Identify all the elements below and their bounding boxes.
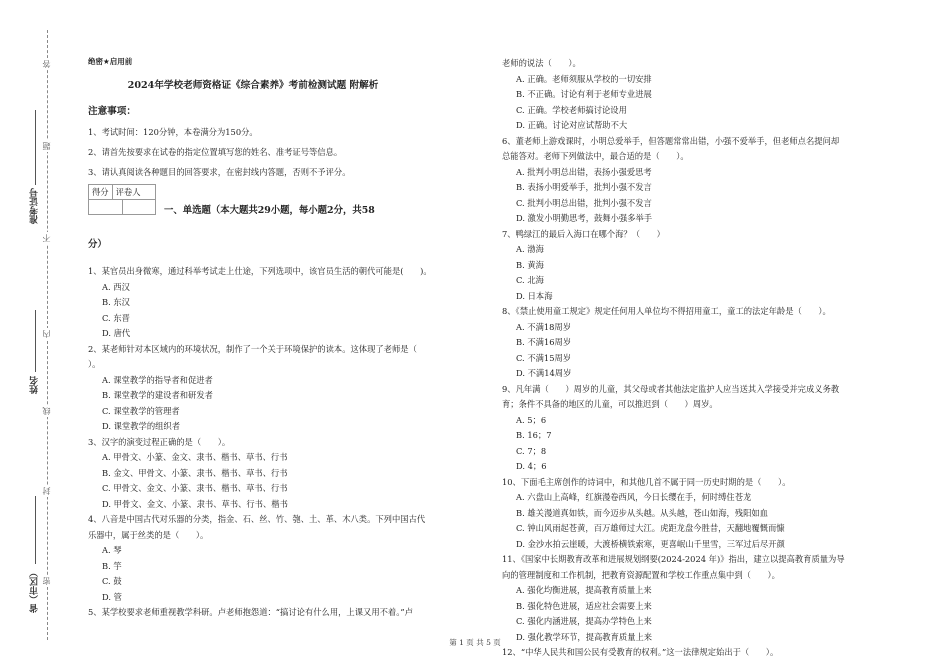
answer-option: B. 强化特色进展，适应社会需要上来 bbox=[516, 600, 652, 611]
answer-option: D. 不满14周岁 bbox=[516, 368, 572, 378]
question bbox=[88, 264, 488, 342]
region-line bbox=[35, 496, 36, 564]
answer-option: B. 不满16周岁 bbox=[516, 337, 572, 347]
exam-title: 2024年学校老师资格证《综合素养》考前检测试题 附解析 bbox=[127, 80, 379, 91]
question-text: 1、某官员出身微寒，通过科举考试走上仕途，下列选项中，该官员生活的朝代可能是( )。 bbox=[88, 266, 432, 276]
question bbox=[88, 342, 488, 435]
notice-heading: 注意事项： bbox=[88, 106, 136, 117]
question-text: 总能答对。老师下列做法中，最合适的是（ ）。 bbox=[502, 151, 689, 161]
answer-option: C. 钟山风雨起苍黄，百万雄师过大江。虎距龙盘今胜昔，天翻地覆慨而慷 bbox=[516, 523, 785, 533]
binding-margin bbox=[0, 0, 80, 671]
question-text: ）。 bbox=[88, 359, 101, 369]
answer-option: C. 强化内涵进展，提高办学特色上来 bbox=[516, 616, 652, 626]
exam-number-label: 准考证号 bbox=[30, 188, 40, 224]
answer-option: C. 东晋 bbox=[102, 312, 130, 323]
question bbox=[88, 435, 488, 513]
answer-option: C. 批判小明总出错，批判小强不发言 bbox=[516, 197, 652, 208]
answer-option: D. 管 bbox=[102, 591, 122, 602]
answer-option: D. 金沙水拍云崖暖，大渡桥横铁索寒，更喜岷山千里雪，三军过后尽开颜 bbox=[516, 538, 785, 549]
question-text: 8、《禁止使用童工规定》规定任何用人单位均不得招用童工，童工的法定年龄是（ ）。 bbox=[502, 306, 831, 316]
question bbox=[88, 605, 488, 621]
answer-option: A. 批判小明总出错，表扬小强爱思考 bbox=[516, 166, 652, 177]
right-column bbox=[502, 56, 922, 661]
question-text: 3、汉字的演变过程正确的是（ ）。 bbox=[88, 436, 231, 447]
answer-option: C. 7；8 bbox=[516, 445, 547, 456]
answer-option: B. 竽 bbox=[102, 560, 122, 571]
answer-option: B. 雄关漫道真如铁，而今迈步从头越。从头越，苍山如海，残阳如血 bbox=[516, 507, 768, 518]
seal-word: 线 bbox=[42, 407, 51, 415]
question bbox=[502, 227, 922, 305]
answer-option: D. 4；6 bbox=[516, 461, 547, 471]
seal-word: 内 bbox=[42, 330, 51, 338]
confidential-mark: 绝密★启用前 bbox=[88, 57, 133, 66]
notice-item: 1、考试时间：120分钟，本卷满分为150分。 bbox=[88, 127, 258, 137]
question bbox=[502, 134, 922, 227]
answer-option: D. 强化教学环节，提高教育质量上来 bbox=[516, 631, 653, 642]
seal-word: 封 bbox=[42, 487, 51, 495]
question bbox=[502, 56, 922, 134]
question bbox=[88, 512, 488, 605]
seal-word: 题 bbox=[42, 142, 51, 150]
left-column bbox=[88, 56, 488, 621]
question-text: 老师的说法（ ）。 bbox=[502, 58, 581, 68]
question-text: 向的管理制度和工作机制，把教育资源配置和学校工作重点集中到（ ）。 bbox=[502, 569, 780, 580]
answer-option: A. 课堂教学的指导者和促进者 bbox=[102, 374, 213, 385]
answer-option: A. 甲骨文、小篆、金文、隶书、楷书、草书、行书 bbox=[102, 452, 288, 462]
section-title: 一、单选题（本大题共29小题，每小题2分，共58 bbox=[164, 205, 375, 216]
name-label: 姓名 bbox=[30, 376, 40, 394]
answer-option: D. 激发小明勤思考，鼓舞小强多举手 bbox=[516, 213, 653, 223]
answer-option: B. 黄海 bbox=[516, 259, 544, 270]
page-footer: 第 1 页 共 5 页 bbox=[449, 638, 501, 647]
question-list bbox=[88, 264, 488, 621]
notice-item: 2、请首先按要求在试卷的指定位置填写您的姓名、准考证号等信息。 bbox=[88, 147, 343, 157]
answer-option: C. 课堂教学的管理者 bbox=[102, 405, 180, 416]
answer-option: D. 日本海 bbox=[516, 290, 553, 301]
answer-option: A. 强化均衡进展，提高教育质量上来 bbox=[516, 585, 652, 595]
question-text: 9、凡年满（ ）周岁的儿童，其父母或者其他法定监护人应当送其入学接受并完成义务教 bbox=[502, 383, 840, 394]
question-text: 11、《国家中长期教育改革和进展规划纲要(2024-2024 年)》指出，建立以提高教育质量为导 bbox=[502, 554, 845, 564]
answer-option: A. 不满18周岁 bbox=[516, 321, 572, 332]
answer-option: B. 不正确。讨论有利于老师专业进展 bbox=[516, 89, 652, 99]
section-header bbox=[88, 182, 488, 216]
answer-option: B. 表扬小明爱举手，批判小强不发言 bbox=[516, 182, 652, 192]
answer-option: C. 不满15周岁 bbox=[516, 352, 572, 363]
question-text: 乐器中，属于丝类的是（ ）。 bbox=[88, 529, 209, 540]
region-label: 省（市区） bbox=[30, 568, 40, 613]
question bbox=[502, 304, 922, 382]
exam-number-line bbox=[35, 110, 36, 185]
answer-option: B. 课堂教学的建设者和研发者 bbox=[102, 390, 213, 400]
question bbox=[502, 382, 922, 475]
question-text: 10、下面毛主席创作的诗词中，和其他几首不属于同一历史时期的是（ ）。 bbox=[502, 476, 791, 487]
question-text: 7、鸭绿江的最后入海口在哪个海？（ ） bbox=[502, 228, 665, 239]
answer-option: D. 唐代 bbox=[102, 328, 131, 338]
answer-option: D. 课堂教学的组织者 bbox=[102, 421, 181, 431]
question-list bbox=[502, 56, 922, 661]
question-text: 4、八音是中国古代对乐器的分类，指金、石、丝、竹、匏、土、革、木八类。下列中国古代 bbox=[88, 514, 426, 524]
seal-word: 密 bbox=[42, 577, 51, 585]
score-box bbox=[88, 182, 156, 215]
answer-option: C. 甲骨文、金文、小篆、隶书、楷书、草书、行书 bbox=[102, 483, 288, 493]
answer-option: B. 东汉 bbox=[102, 297, 130, 307]
answer-option: A. 琴 bbox=[102, 545, 122, 555]
answer-option: B. 金文、甲骨文、小篆、隶书、楷书、草书、行书 bbox=[102, 467, 288, 478]
answer-option: B. 16；7 bbox=[516, 430, 552, 440]
question-text: 5、某学校要求老师重视教学科研。卢老师抱怨道：“搞讨论有什么用，上课又用不着。”卢 bbox=[88, 607, 413, 617]
grader-label: 评卷人 bbox=[115, 187, 141, 197]
notice-item: 3、请认真阅读各种题目的回答要求，在密封线内答题，否则不予评分。 bbox=[88, 167, 351, 177]
answer-option: A. 六盘山上高峰，红旗漫卷西风，今日长缨在手，何时缚住苍龙 bbox=[516, 492, 752, 502]
score-label: 得分 bbox=[89, 185, 113, 199]
question bbox=[502, 475, 922, 553]
question-text: 6、董老师上游戏课时，小明总爱举手，但答题常常出错，小强不爱举手，但老师点名提问却 bbox=[502, 135, 840, 146]
answer-option: C. 鼓 bbox=[102, 576, 122, 586]
question-text: 12、“中华人民共和国公民有受教育的权利。”这一法律规定始出于（ ）。 bbox=[502, 647, 779, 657]
answer-option: C. 正确。学校老师搞讨论设用 bbox=[516, 104, 627, 115]
answer-option: C. 北海 bbox=[516, 275, 544, 285]
answer-option: A. 渤海 bbox=[516, 244, 544, 254]
question-text: 育；条件不具备的地区的儿童，可以推迟到（ ）周岁。 bbox=[502, 399, 718, 409]
answer-option: A. 正确。老师须服从学校的一切安排 bbox=[516, 73, 652, 84]
name-line bbox=[35, 310, 36, 372]
answer-option: D. 甲骨文、金文、小篆、隶书、草书、行书、楷书 bbox=[102, 498, 288, 509]
question bbox=[502, 552, 922, 645]
question-text: 2、某老师针对本区域内的环境状况，制作了一个关于环境保护的读本。这体现了老师是（ bbox=[88, 343, 417, 354]
answer-option: D. 正确。讨论对应试帮助不大 bbox=[516, 120, 628, 130]
seal-word: 答 bbox=[42, 60, 51, 68]
answer-option: A. 西汉 bbox=[102, 281, 130, 292]
seal-word: 不 bbox=[42, 234, 51, 242]
answer-option: A. 5；6 bbox=[516, 414, 547, 425]
section-title-cont: 分） bbox=[88, 239, 107, 250]
